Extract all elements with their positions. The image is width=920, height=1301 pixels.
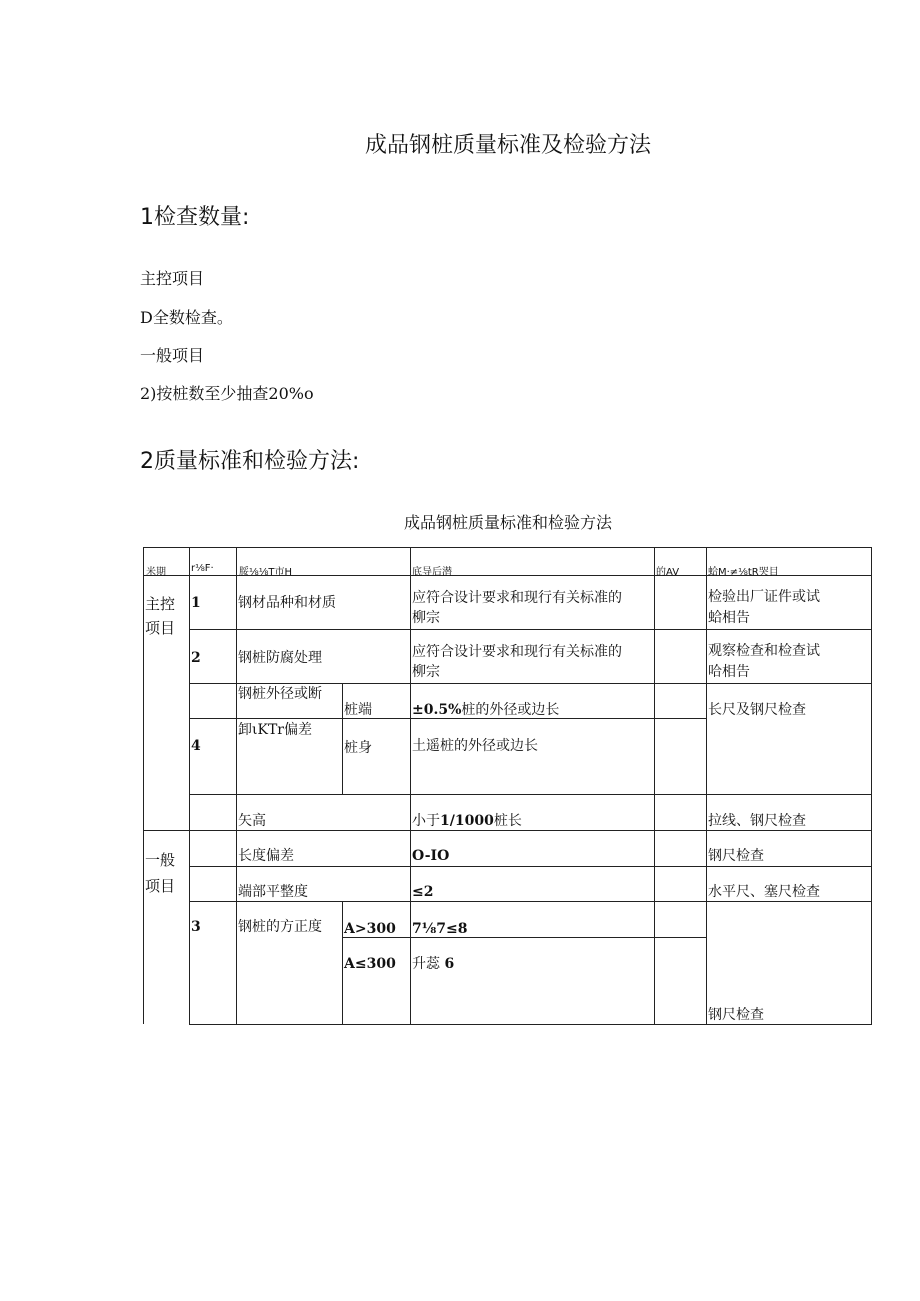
standard-cell: 应符合设计要求和现行有关标准的 柳宗 bbox=[412, 644, 622, 680]
standard-cell bbox=[412, 700, 559, 720]
item-cell: 矢高 bbox=[238, 813, 266, 829]
standard-cell: 7⅛7≤8 bbox=[412, 921, 468, 937]
header-cell: 蛤M·≠⅛tR哭目 bbox=[708, 567, 779, 578]
item-cell: 钢桩的方正度 bbox=[238, 919, 322, 935]
table-line bbox=[871, 547, 872, 1024]
method-cell: 钢尺检查 bbox=[708, 1007, 764, 1023]
method-cell: 钢尺检查 bbox=[708, 848, 764, 864]
paragraph-line: D全数检查。 bbox=[140, 308, 233, 327]
table-line bbox=[189, 866, 872, 867]
item-cell: 钢材品种和材质 bbox=[238, 595, 336, 611]
standard-cell bbox=[412, 954, 454, 974]
item-cell: 长度偏差 bbox=[238, 848, 294, 864]
method-cell: 观察检查和检查试 哈相告 bbox=[708, 643, 820, 680]
standard-cell: 应符合设计要求和现行有关标准的 柳宗 bbox=[412, 590, 622, 626]
standard-cell: ≤2 bbox=[412, 884, 434, 900]
section-1-heading: 1检查数量: bbox=[140, 205, 250, 230]
header-cell: 的AV bbox=[656, 567, 680, 578]
table-line bbox=[706, 547, 707, 1024]
row-number: 2 bbox=[191, 650, 201, 666]
standard-value: ±0.5% bbox=[412, 702, 462, 718]
paragraph-line: 2)按桩数至少抽查20%o bbox=[140, 384, 314, 403]
table-line bbox=[342, 683, 343, 794]
table-line bbox=[189, 794, 872, 795]
item-cell: 钢桩防腐处理 bbox=[238, 650, 322, 666]
sub-item-cell: 桩端 bbox=[344, 702, 372, 718]
sub-item-cell: A≤300 bbox=[344, 956, 396, 972]
standard-text: 桩的外径或边长 bbox=[461, 702, 560, 718]
item-cell: 卸ιKTr偏差 bbox=[238, 722, 312, 738]
header-cell: 米期 bbox=[146, 567, 166, 578]
standard-value: 1/1000 bbox=[440, 813, 494, 829]
standard-cell: 土遥桩的外径或边长 bbox=[412, 738, 538, 754]
page-title: 成品钢桩质量标准及检验方法 bbox=[364, 133, 651, 158]
table-line bbox=[342, 901, 343, 1024]
group-main-control: 主控 项目 bbox=[145, 595, 176, 637]
item-cell: 端部平整度 bbox=[238, 884, 308, 900]
row-number: 3 bbox=[191, 919, 201, 935]
row-number: 1 bbox=[191, 595, 201, 611]
table-line bbox=[189, 1024, 872, 1025]
section-2-heading: 2质量标准和检验方法: bbox=[140, 449, 360, 474]
standard-cell bbox=[412, 811, 522, 831]
method-cell: 检验出厂证件或试 蛤相告 bbox=[708, 589, 820, 626]
table-line bbox=[654, 547, 655, 1024]
table-line bbox=[189, 547, 190, 1024]
header-cell: 脮⅛⅛T市H bbox=[239, 567, 293, 578]
standard-cell: O-IO bbox=[412, 848, 450, 864]
group-general: 一般 项目 bbox=[145, 851, 176, 895]
table-title: 成品钢桩质量标准和检验方法 bbox=[403, 513, 612, 532]
standard-text: 小于 bbox=[412, 813, 440, 829]
paragraph-line: 主控项目 bbox=[140, 269, 205, 288]
table-line bbox=[342, 937, 706, 938]
sub-item-cell: A>300 bbox=[344, 921, 396, 937]
method-cell: 长尺及钢尺检查 bbox=[708, 702, 806, 718]
row-number: 4 bbox=[191, 738, 201, 754]
header-cell: 底导后潜 bbox=[412, 567, 452, 578]
method-cell: 水平尺、塞尺检查 bbox=[708, 884, 820, 900]
standard-text: 桩长 bbox=[493, 813, 522, 829]
standard-value: 6 bbox=[444, 956, 455, 972]
table-line bbox=[236, 547, 237, 1024]
item-cell: 钢桩外径或断 bbox=[238, 686, 322, 702]
header-cell: r⅛F· bbox=[191, 563, 214, 574]
standard-text: 升蕊 bbox=[412, 956, 440, 972]
table-line bbox=[189, 718, 236, 719]
method-cell: 拉线、钢尺检查 bbox=[708, 813, 806, 829]
table-line bbox=[410, 547, 411, 1024]
table-line bbox=[143, 547, 872, 548]
sub-item-cell: 桩身 bbox=[344, 740, 372, 756]
table-line bbox=[143, 547, 144, 1024]
paragraph-line: 一般项目 bbox=[140, 346, 205, 365]
table-line bbox=[189, 629, 872, 630]
